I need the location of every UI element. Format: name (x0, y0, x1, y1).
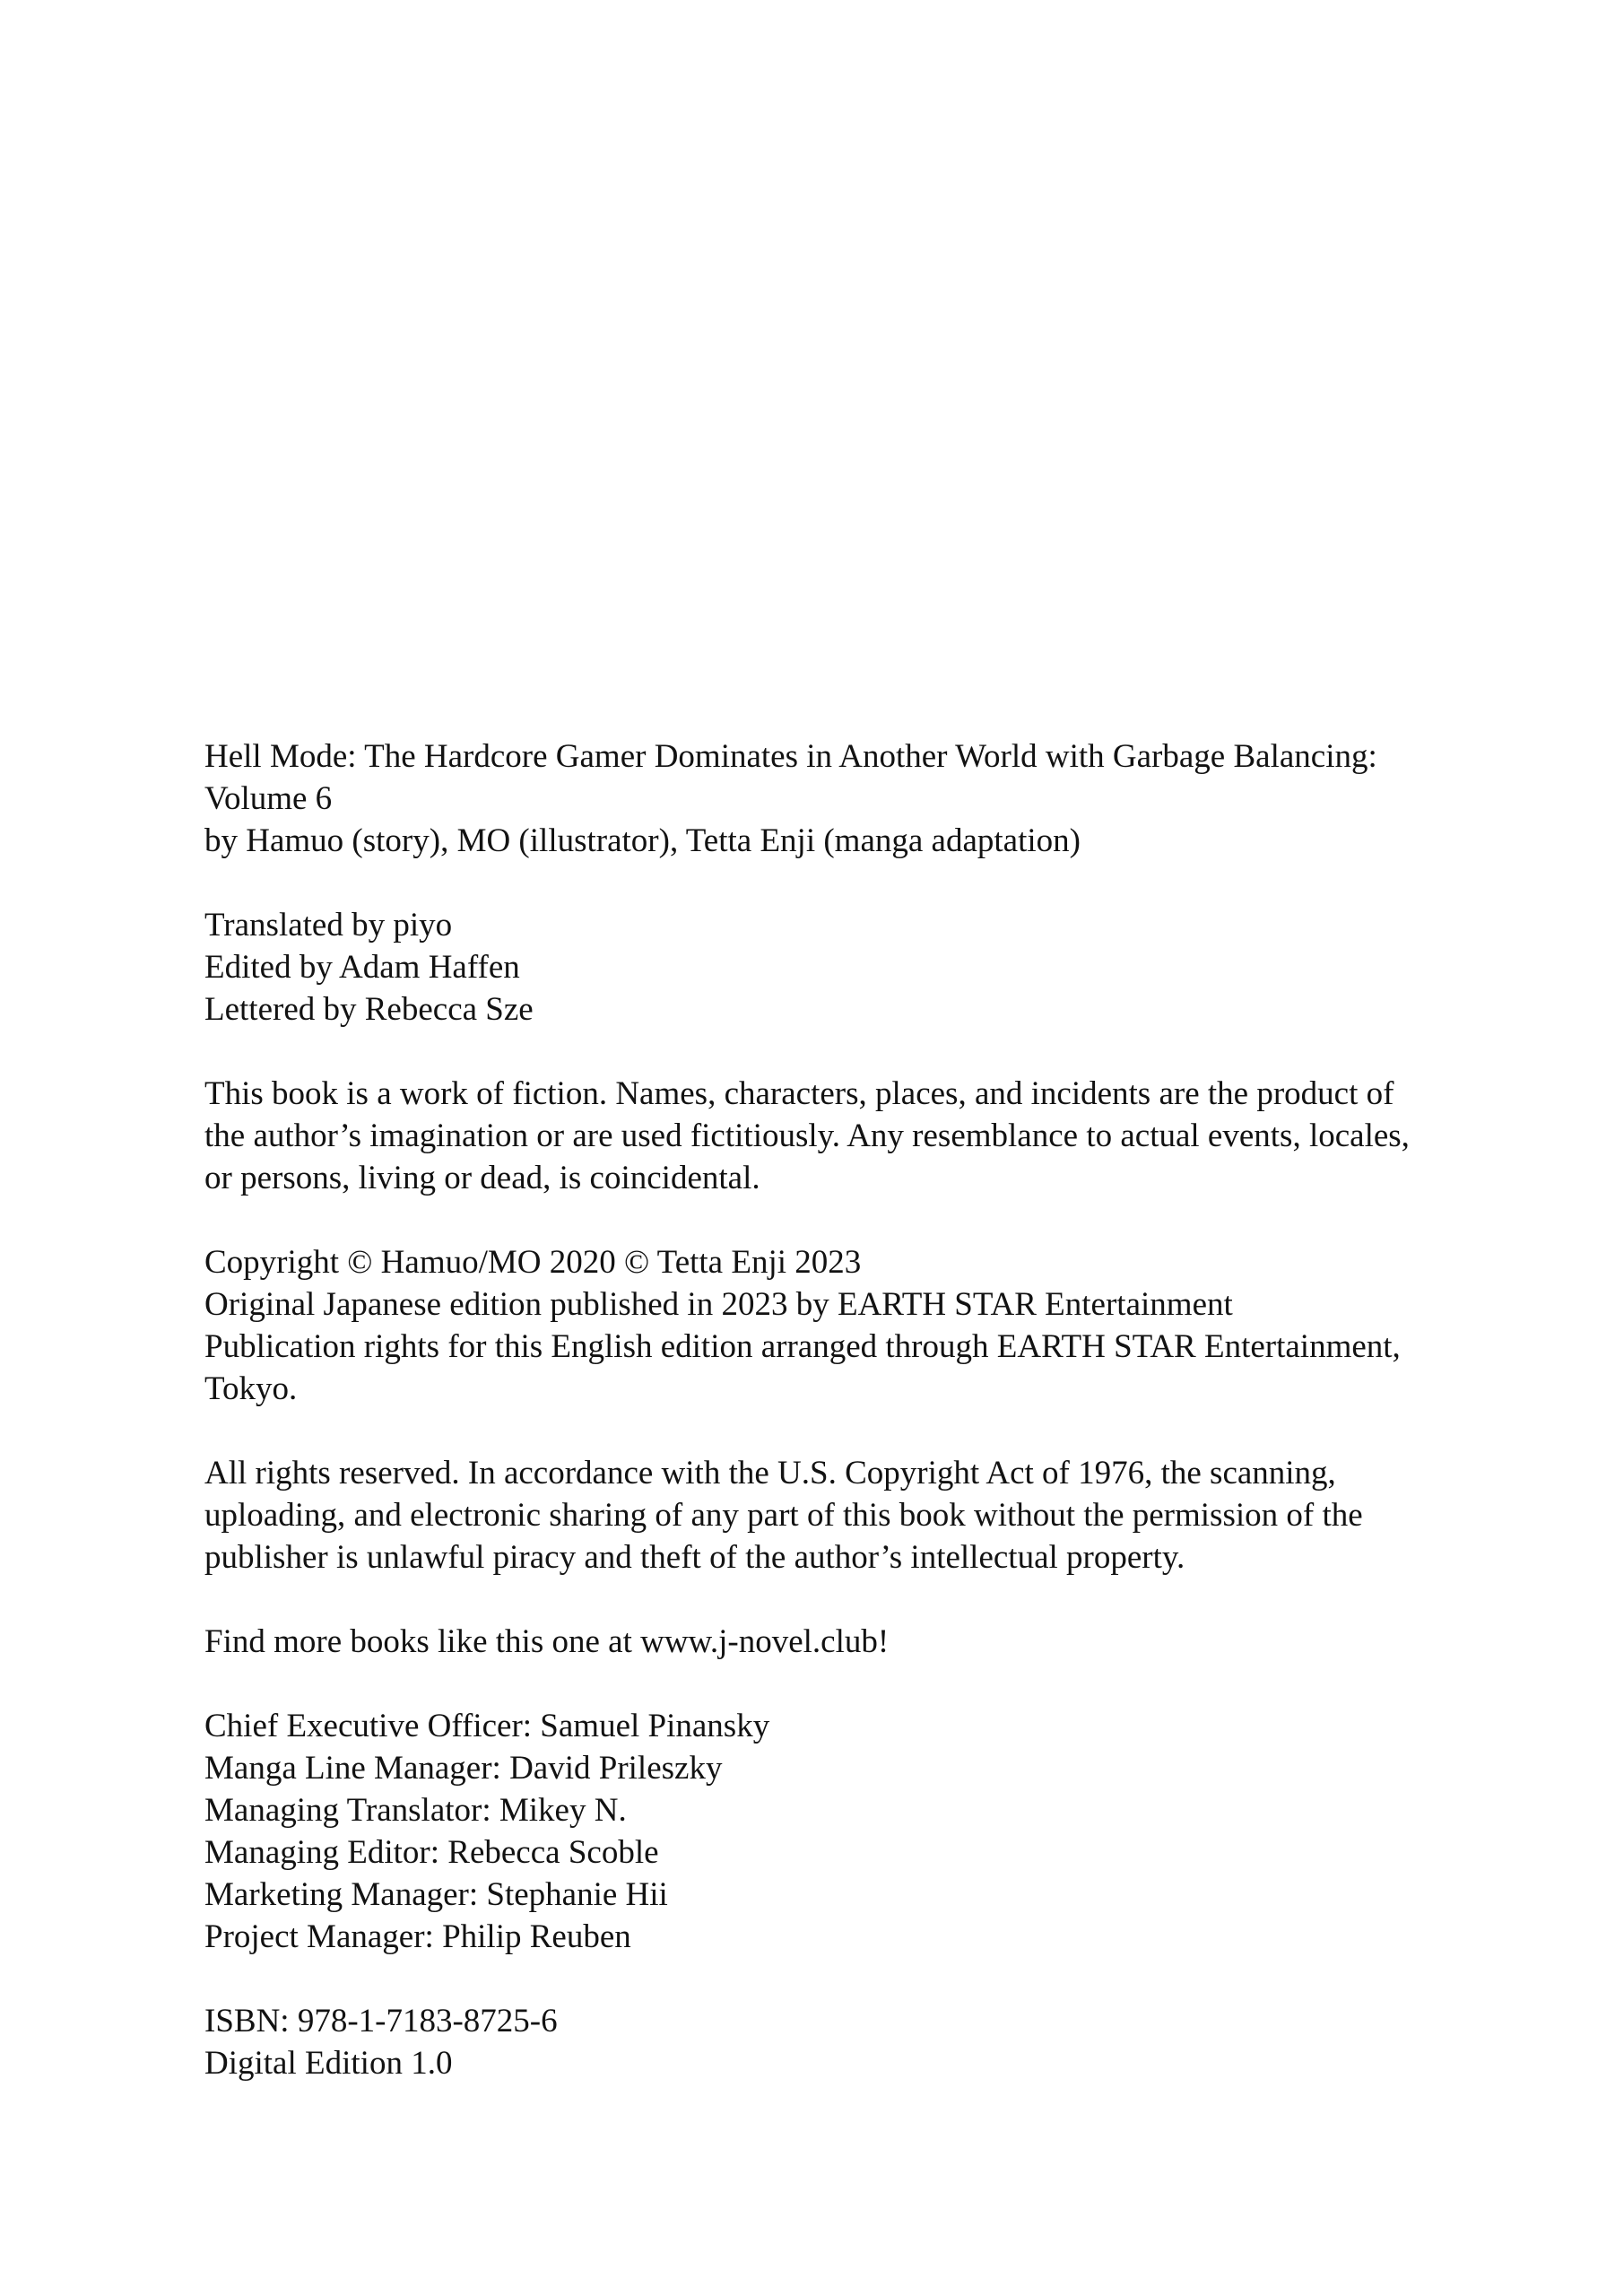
project-manager-credit: Project Manager: Philip Reuben (204, 1918, 631, 1955)
translator-credit: Translated by piyo (204, 907, 453, 944)
fiction-disclaimer-line-3: or persons, living or dead, is coincidental. (204, 1160, 760, 1196)
rights-reserved (204, 1452, 1550, 1578)
book-title-line-1: Hell Mode: The Hardcore Gamer Dominates in Another World with Garbage Balancing: (204, 738, 1377, 775)
original-edition-line: Original Japanese edition published in 2023 by EARTH STAR Entertainment (204, 1286, 1233, 1323)
isbn-line: ISBN: 978-1-7183-8725-6 (204, 2003, 558, 2039)
edition-info (204, 2000, 1550, 2084)
ceo-credit: Chief Executive Officer: Samuel Pinansky (204, 1708, 770, 1744)
manga-line-manager-credit: Manga Line Manager: David Prileszky (204, 1750, 723, 1787)
company-staff (204, 1705, 1550, 1958)
rights-reserved-line-3: publisher is unlawful piracy and theft of the author’s intellectual property. (204, 1539, 1185, 1576)
marketing-manager-credit: Marketing Manager: Stephanie Hii (204, 1876, 668, 1913)
publication-rights-line-2: Tokyo. (204, 1370, 298, 1407)
managing-editor-credit: Managing Editor: Rebecca Scoble (204, 1834, 659, 1871)
editor-credit: Edited by Adam Haffen (204, 949, 520, 986)
title-block (204, 735, 1550, 862)
copyright-line: Copyright © Hamuo/MO 2020 © Tetta Enji 2023 (204, 1244, 862, 1281)
website-promo (204, 1621, 1550, 1663)
letterer-credit: Lettered by Rebecca Sze (204, 991, 534, 1028)
fiction-disclaimer-line-2: the author’s imagination or are used fictitiously. Any resemblance to actual events, locales, (204, 1118, 1410, 1154)
book-title-line-2: Volume 6 (204, 780, 333, 817)
website-promo-line: Find more books like this one at www.j-novel.club! (204, 1623, 890, 1660)
colophon-page (204, 735, 1550, 2084)
rights-reserved-line-1: All rights reserved. In accordance with the U.S. Copyright Act of 1976, the scanning, (204, 1455, 1336, 1492)
staff-credits (204, 904, 1550, 1031)
book-byline: by Hamuo (story), MO (illustrator), Tetta Enji (manga adaptation) (204, 822, 1081, 859)
digital-edition-line: Digital Edition 1.0 (204, 2045, 453, 2082)
rights-reserved-line-2: uploading, and electronic sharing of any part of this book without the permission of the (204, 1497, 1363, 1534)
fiction-disclaimer (204, 1073, 1550, 1199)
copyright-notice (204, 1241, 1550, 1410)
publication-rights-line-1: Publication rights for this English edition arranged through EARTH STAR Entertainment, (204, 1328, 1401, 1365)
managing-translator-credit: Managing Translator: Mikey N. (204, 1792, 627, 1829)
fiction-disclaimer-line-1: This book is a work of fiction. Names, characters, places, and incidents are the product of (204, 1075, 1394, 1112)
